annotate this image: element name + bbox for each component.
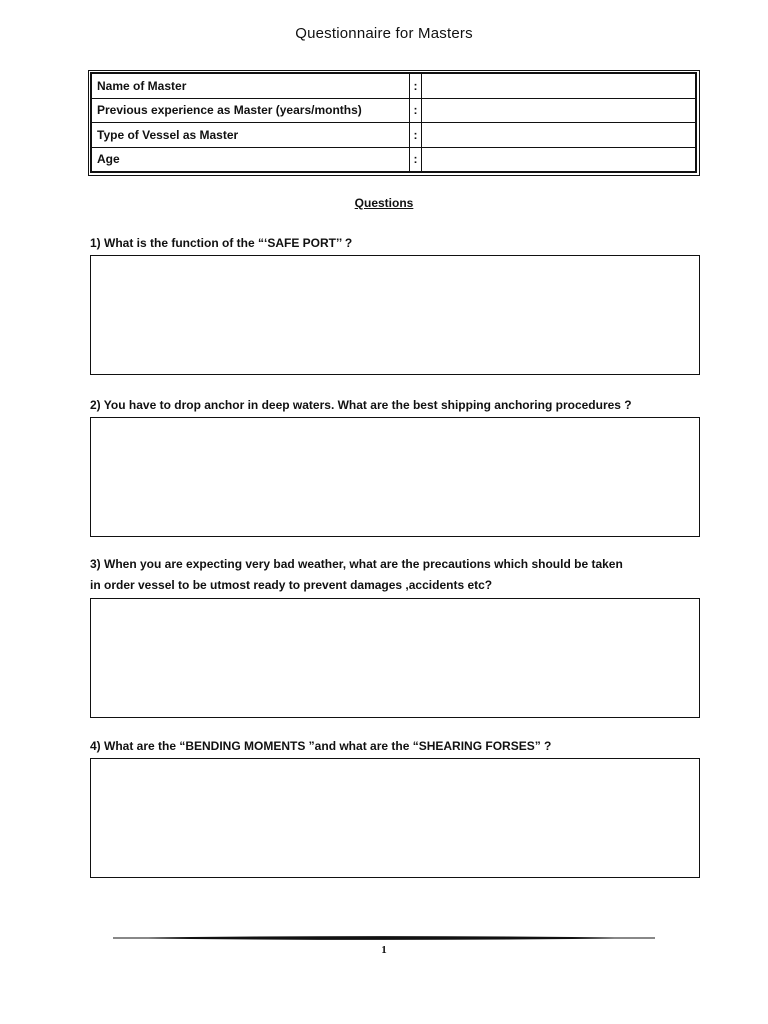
table-row [92,123,696,148]
answer-box-3[interactable] [90,598,700,718]
colon-separator: : [410,74,422,99]
question-text: 1) What is the function of the “‘SAFE PORT’’ ? [90,236,353,250]
question-text: 2) You have to drop anchor in deep waters. What are the best shipping anchoring procedures ? [90,398,632,412]
row-label-vessel-type: Type of Vessel as Master [92,123,410,148]
question-text-continued: in order vessel to be utmost ready to prevent damages ,accidents etc? [90,578,493,592]
colon-separator: : [410,123,422,148]
row-label-age: Age [92,147,410,172]
row-label-name: Name of Master [92,74,410,99]
vessel-type-field[interactable] [422,123,696,148]
question-text: 4) What are the “BENDING MOMENTS ”and what are the “SHEARING FORSES” ? [90,739,552,753]
colon-separator: : [410,147,422,172]
table-row [92,74,696,99]
question-2 [90,395,670,416]
table-row [92,147,696,172]
age-field[interactable] [422,147,696,172]
answer-box-4[interactable] [90,758,700,878]
table-row [92,98,696,123]
question-4 [90,736,670,757]
questions-heading: Questions [354,196,414,210]
colon-separator: : [410,98,422,123]
question-3 [90,554,670,596]
answer-box-2[interactable] [90,417,700,537]
row-label-experience: Previous experience as Master (years/months) [92,98,410,123]
page-number: 1 [381,944,387,956]
answer-box-1[interactable] [90,255,700,375]
page-title: Questionnaire for Masters [295,25,473,42]
question-text: 3) When you are expecting very bad weather, what are the precautions which should be taken [90,557,623,571]
experience-field[interactable] [422,98,696,123]
name-of-master-field[interactable] [422,74,696,99]
question-1 [90,233,670,254]
master-info-table [88,70,700,176]
